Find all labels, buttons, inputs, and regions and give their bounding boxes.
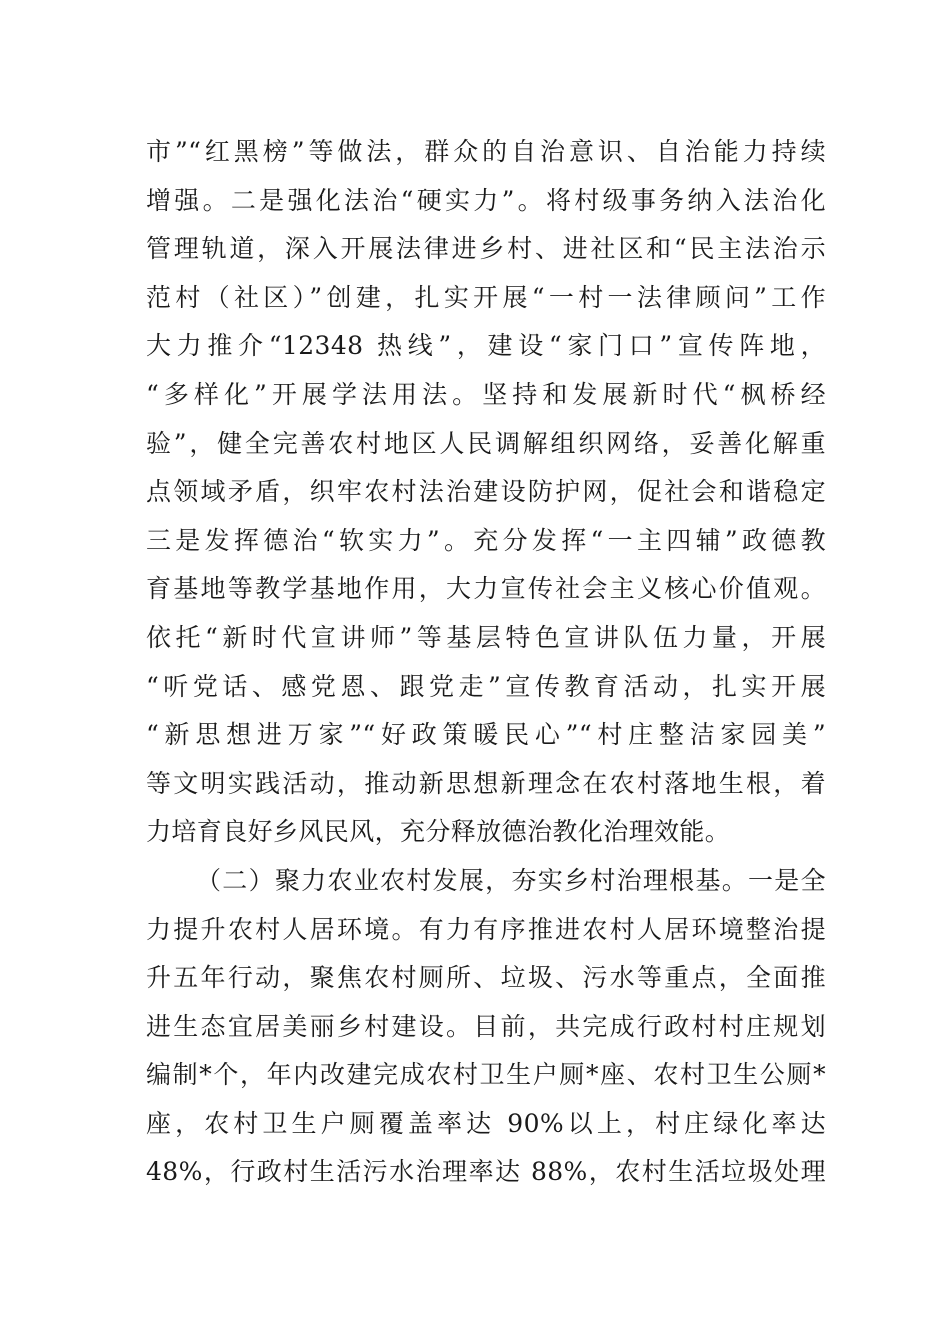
text-line: 座，农村卫生户厕覆盖率达 90%以上，村庄绿化率达 <box>146 1108 826 1138</box>
section-heading-line: （二）聚力农业农村发展，夯实乡村治理根基。一是全 <box>196 865 826 895</box>
text-line: “听党话、感党恩、跟党走”宣传教育活动，扎实开展 <box>146 671 826 701</box>
text-line: 依托“新时代宣讲师”等基层特色宣讲队伍力量，开展 <box>146 622 826 652</box>
paragraph-end-line: 力培育良好乡风民风，充分释放德治教化治理效能。 <box>146 817 731 847</box>
text-line: 验”，健全完善农村地区人民调解组织网络，妥善化解重 <box>146 428 826 458</box>
text-line: “多样化”开展学法用法。坚持和发展新时代“枫桥经 <box>146 379 826 409</box>
text-line: 管理轨道，深入开展法律进乡村、进社区和“民主法治示 <box>146 234 826 264</box>
text-line: 编制*个，年内改建完成农村卫生户厕*座、农村卫生公厕* <box>146 1060 826 1090</box>
text-line: 三是发挥德治“软实力”。充分发挥“一主四辅”政德教 <box>146 525 826 555</box>
text-line: 力提升农村人居环境。有力有序推进农村人居环境整治提 <box>146 914 826 944</box>
text-line: 大力推介“12348 热线”，建设“家门口”宣传阵地， <box>146 331 826 361</box>
text-line: 进生态宜居美丽乡村建设。目前，共完成行政村村庄规划 <box>146 1011 826 1041</box>
text-line: “新思想进万家”“好政策暖民心”“村庄整洁家园美” <box>146 720 826 750</box>
text-line: 增强。二是强化法治“硬实力”。将村级事务纳入法治化 <box>146 185 826 215</box>
text-line: 点领域矛盾，织牢农村法治建设防护网，促社会和谐稳定 <box>146 477 826 507</box>
text-line: 市”“红黑榜”等做法，群众的自治意识、自治能力持续 <box>146 137 826 166</box>
text-line: 升五年行动，聚焦农村厕所、垃圾、污水等重点，全面推 <box>146 963 826 993</box>
text-line: 育基地等教学基地作用，大力宣传社会主义核心价值观。 <box>146 574 826 604</box>
text-line: 范村（社区）”创建，扎实开展“一村一法律顾问”工作 <box>146 282 826 312</box>
body-text <box>146 128 826 1197</box>
text-line: 等文明实践活动，推动新思想新理念在农村落地生根，着 <box>146 768 826 798</box>
text-line: 48%，行政村生活污水治理率达 88%，农村生活垃圾处理 <box>146 1157 826 1187</box>
